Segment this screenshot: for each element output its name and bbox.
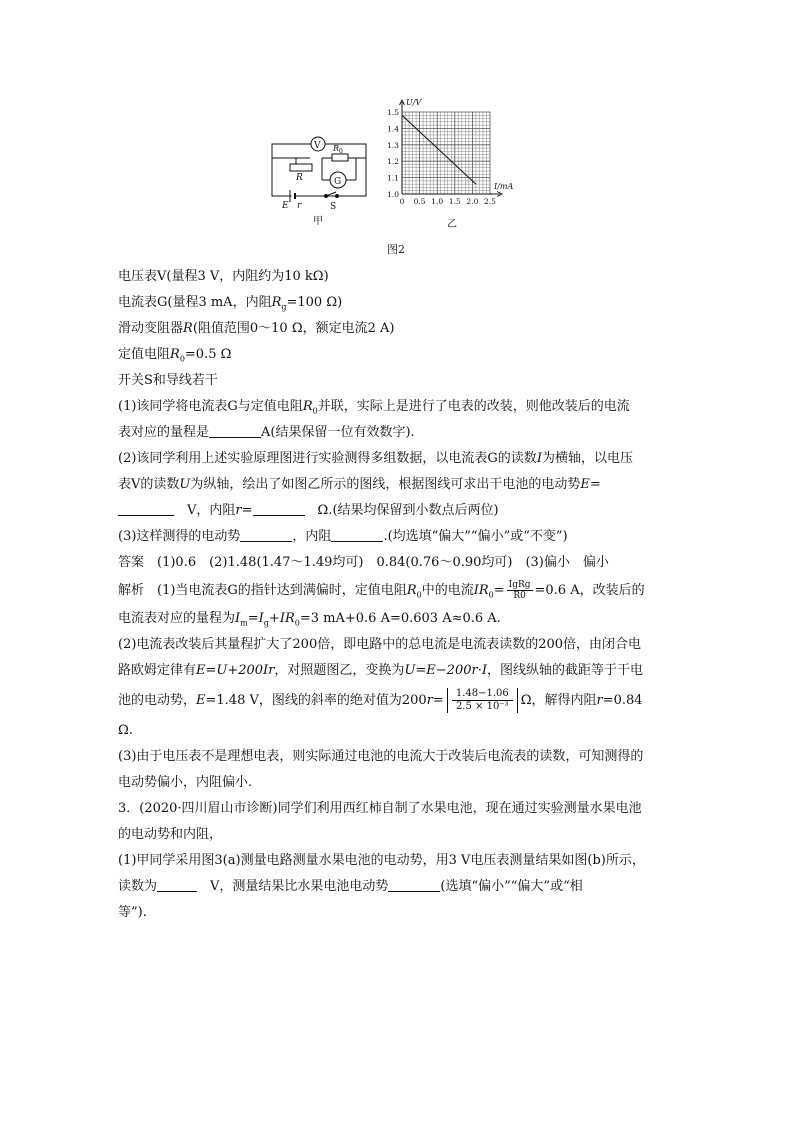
y-tick-label: 1.4 xyxy=(387,124,399,134)
solution-line-8: 电动势偏小，内阻偏小. xyxy=(118,775,253,790)
solution-line-3: (2)电流表改装后其量程扩大了200倍，即电路中的总电流是电流表读数的200倍，由闭合电 xyxy=(118,637,642,652)
x-axis-label: I/mA xyxy=(494,182,514,191)
question-2-line-1: (2)该同学利用上述实验原理图进行实验测得多组数据，以电流表G的读数I为横轴，以电压 xyxy=(118,451,633,466)
solution-line-4: 路欧姆定律有E=U+200Ir，对照题图乙，变换为U=E−200r·I，图线纵轴的截距等于干电 xyxy=(118,663,643,678)
equipment-switch: 开关S和导线若干 xyxy=(118,373,218,388)
answer-blank xyxy=(240,527,292,542)
battery-e-label: E xyxy=(282,201,289,211)
absolute-value-fraction: $\frac{1.48-1.06}{\text{2.5 × 10⁻³}}$ xyxy=(447,688,518,713)
r0-label: $R_0$ xyxy=(333,144,343,155)
y-tick-label: 1.2 xyxy=(387,157,399,167)
figure-2 xyxy=(260,96,520,256)
ui-graph xyxy=(387,98,513,206)
equipment-rheostat: 滑动变阻器R(阻值范围0～10 Ω，额定电流2 A) xyxy=(118,321,395,336)
circuit-label-jia: 甲 xyxy=(313,216,323,227)
equipment-voltmeter: 电压表V(量程3 V，内阻约为10 kΩ) xyxy=(118,269,329,284)
problem-3-line-4: 读数为 V，测量结果比水果电池电动势 (选填“偏小”“偏大”或“相 xyxy=(118,879,583,894)
solution-line-6: Ω. xyxy=(118,723,133,738)
x-tick-label: 2.5 xyxy=(484,197,496,206)
graph-label-yi: 乙 xyxy=(447,219,457,230)
answer-line: 答案 (1)0.6 (2)1.48(1.47～1.49均可) 0.84(0.76～0.90均可) (3)偏小 偏小 xyxy=(118,555,609,570)
answer-blank xyxy=(331,527,383,542)
answer-blank xyxy=(118,501,174,516)
answer-blank xyxy=(253,501,305,516)
body-text xyxy=(118,264,678,926)
x-tick-label: 1.5 xyxy=(448,197,461,206)
rheostat-label: R xyxy=(296,173,303,183)
question-1-line-1: (1)该同学将电流表G与定值电阻$R_0$并联，实际上是进行了电表的改装，则他改装后的电流 xyxy=(118,399,630,416)
x-tick-label: 1.0 xyxy=(431,197,444,206)
problem-3-line-2: 的电动势和内阻， xyxy=(118,827,223,842)
battery-r-label: r xyxy=(297,201,302,211)
solution-line-7: (3)由于电压表不是理想电表，则实际通过电池的电流大于改装后电流表的读数，可知测得的 xyxy=(118,749,644,764)
y-tick-label: 1.0 xyxy=(387,190,399,199)
equipment-resistor: 定值电阻$R_0=0.5$ Ω xyxy=(118,347,232,364)
problem-3-line-3: (1)甲同学采用图3(a)测量电路测量水果电池的电动势，用3 V电压表测量结果如图(b)所示， xyxy=(118,853,645,868)
question-3: (3)这样测得的电动势 ，内阻 .(均选填“偏大”“偏小”或“不变”) xyxy=(118,529,568,544)
data-line xyxy=(402,115,476,184)
solution-line-5: 池的电动势，E=1.48 V，图线的斜率的绝对值为200r= $\frac{1.48-1.06}{\text{2.5 × 10⁻³}}$ Ω，解得内阻r=0.84 xyxy=(118,688,643,712)
y-tick-label: 1.3 xyxy=(387,140,399,150)
answer-blank xyxy=(209,423,261,438)
problem-3-line-5: 等”). xyxy=(118,905,147,920)
x-tick-label: 0 xyxy=(399,197,405,206)
solution-line-2: 电流表对应的量程为$I_m=I_g+IR_0=3$ mA+0.6 A=0.603 A≈0.6 A. xyxy=(118,611,501,628)
solution-line-1: 解析 (1)当电流表G的指针达到满偏时，定值电阻$R_0$中的电流$IR_0=$ $\frac{\text{IgRg}}{R0}$ =0.6 A，改装后的 xyxy=(118,580,645,601)
figure-caption: 图2 xyxy=(387,243,405,256)
question-1-line-2: 表对应的量程是 A(结果保留一位有效数字). xyxy=(118,425,415,440)
x-tick-label: 2.0 xyxy=(466,197,479,206)
answer-blank xyxy=(157,877,197,892)
galvanometer-label: G xyxy=(334,177,342,187)
y-axis-label: U/V xyxy=(406,98,422,107)
y-tick-label: 1.5 xyxy=(387,108,399,117)
voltmeter-label: V xyxy=(314,141,321,151)
question-2-line-3: V，内阻r= Ω.(结果均保留到小数点后两位) xyxy=(118,498,678,524)
equipment-galvanometer: 电流表G(量程3 mA，内阻$R_g=100$ Ω) xyxy=(118,295,343,312)
problem-3-line-1: 3．(2020·四川眉山市诊断)同学们利用西红柿自制了水果电池，现在通过实验测量水果电池 xyxy=(118,801,642,816)
fraction: $\frac{\text{IgRg}}{R0}$ xyxy=(508,580,531,601)
question-2-line-2: 表V的读数U为纵轴，绘出了如图乙所示的图线，根据图线可求出干电池的电动势E= xyxy=(118,477,601,492)
answer-blank xyxy=(388,877,440,892)
x-tick-label: 0.5 xyxy=(413,197,426,206)
y-tick-label: 1.1 xyxy=(387,173,399,183)
switch-label: S xyxy=(330,202,337,212)
